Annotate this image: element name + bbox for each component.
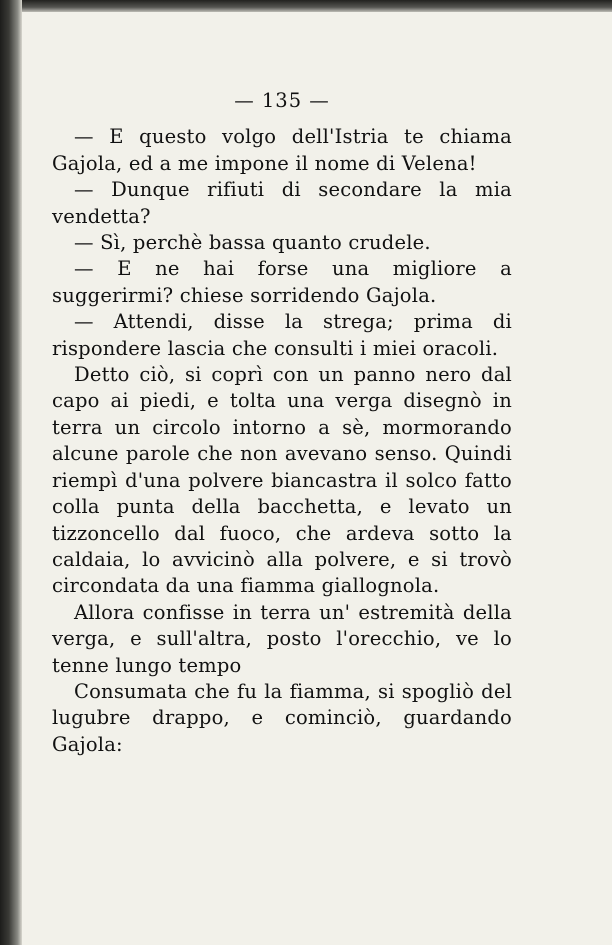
paragraph-2: — Dunque rifiuti di secondare la mia vendetta? [52, 178, 512, 228]
scan-top-edge [0, 0, 612, 12]
paragraph-3: — Sì, perchè bassa quanto crudele. [74, 231, 431, 255]
paragraph-5: — Attendi, disse la strega; prima di rispondere lascia che consulti i miei oracoli. [52, 310, 512, 360]
page-number: — 135 — [234, 89, 330, 112]
scan-binding-shadow [0, 0, 22, 945]
page-text [52, 88, 512, 758]
paragraph-6: Detto ciò, si coprì con un panno nero dal capo ai piedi, e tolta una verga disegnò in terra un circolo intorno a sè, mormorando alcune parole che non avevano senso. Quindi riempì d'una polvere biancastra il solco fatto colla punta della bacchetta, e levato un tizzoncello dal fuoco, che ardeva sotto la caldaia, lo avvicinò alla polvere, e si trovò circondata da una fiamma giallognola. [52, 363, 512, 598]
paragraph-7: Allora confisse in terra un' estremità della verga, e sull'altra, posto l'orecchio, ve lo tenne lungo tempo [52, 600, 512, 677]
paragraph-8: Consumata che fu la fiamma, si spogliò del lugubre drappo, e cominciò, guardando Gajola: [52, 679, 512, 756]
paragraph-1: — E questo volgo dell'Istria te chiama Gajola, ed a me impone il nome di Velena! [52, 125, 512, 175]
paragraph-4: — E ne hai forse una migliore a suggerirmi? chiese sorridendo Gajola. [52, 257, 512, 307]
